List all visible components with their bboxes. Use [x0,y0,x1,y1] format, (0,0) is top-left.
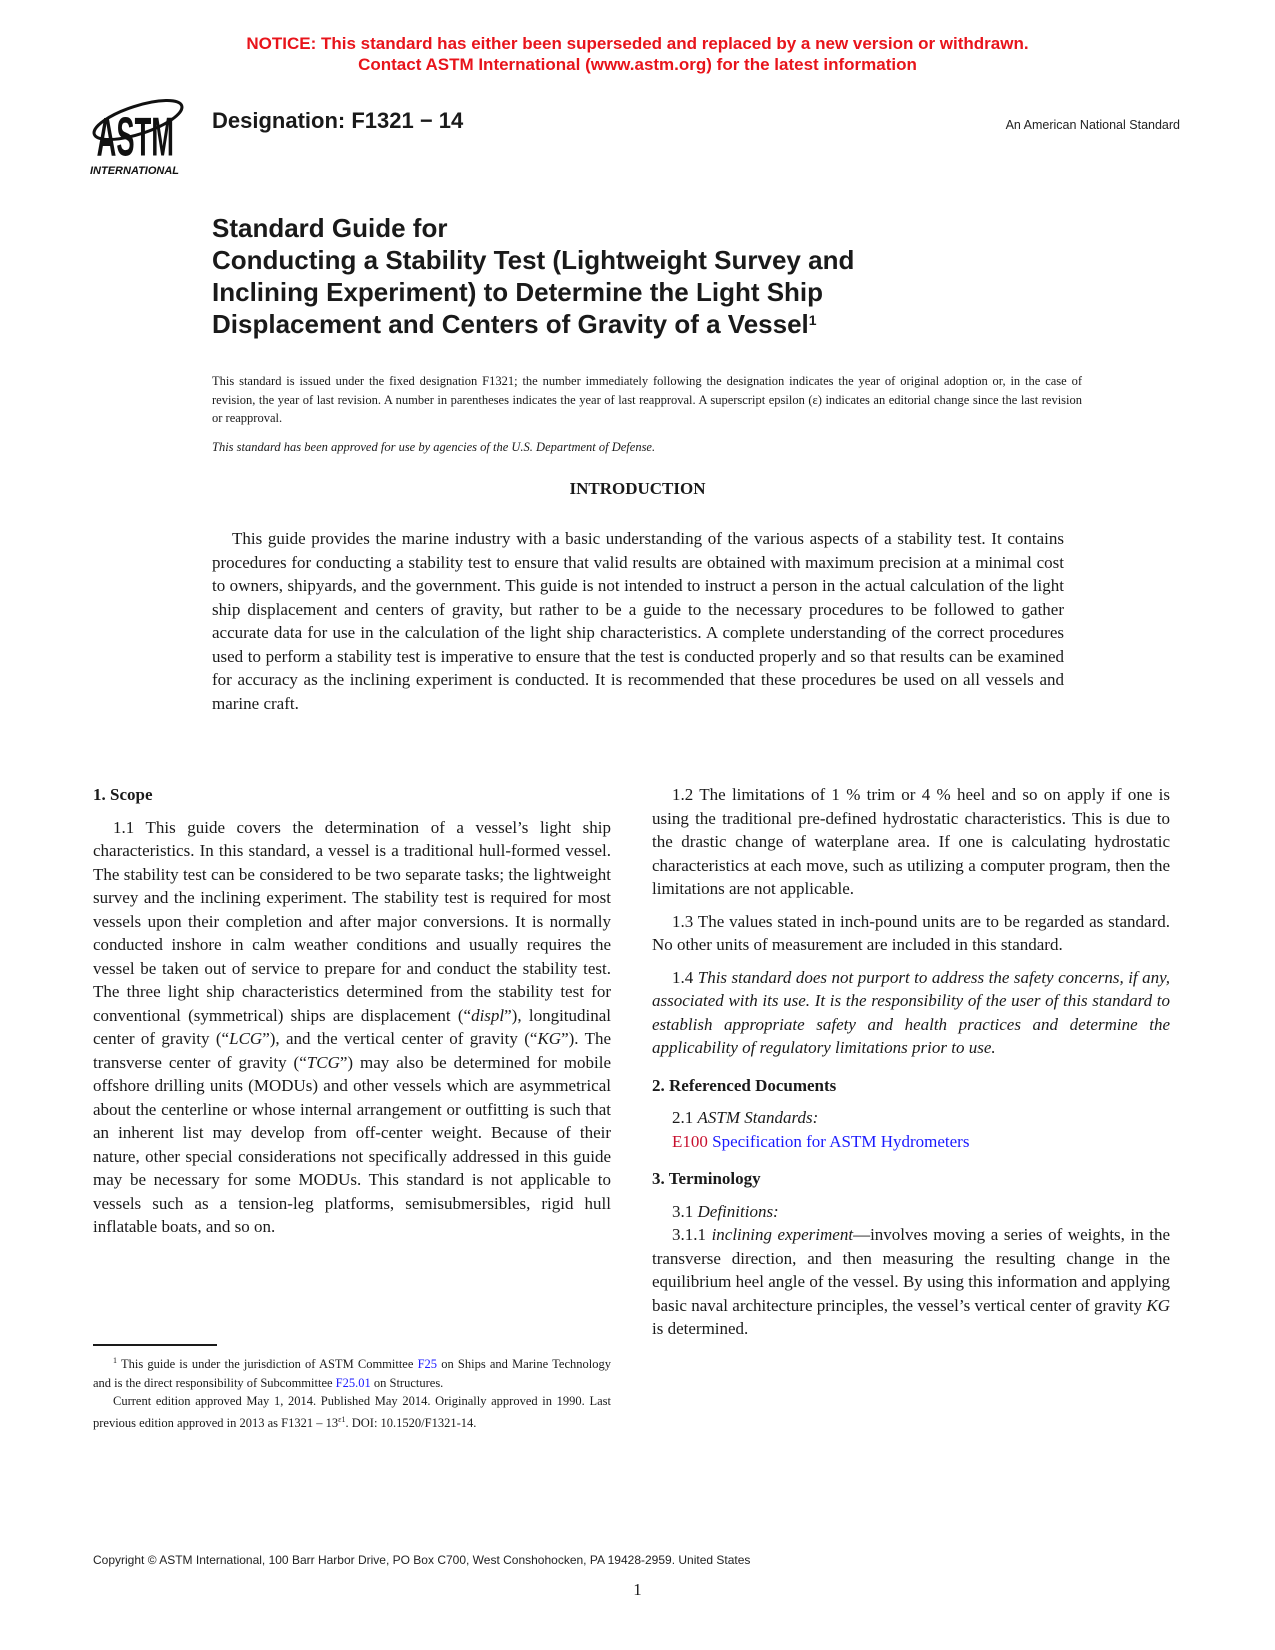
astm-logo [88,78,200,178]
paragraph-1-3: 1.3 The values stated in inch-pound units are to be regarded as standard. No other units of measurement are included in this standard. [652,911,1170,954]
reference-code-link[interactable]: E100 [672,1131,708,1151]
footnote-divider [93,1344,217,1346]
introduction-text: This guide provides the marine industry with a basic understanding of the various aspects of a stability test. It contains procedures for conducting a stability test to ensure that valid results are obtained with maximum precision at a minimal cost to owners, shipyards, and the government. This guide is not intended to instruct a person in the actual calculation of the light ship displacement and centers of gravity, but rather to be a guide to the necessary procedures to be followed to gather accurate data for use in the calculation of the light ship characteristics. A complete understanding of the correct procedures used to perform a stability test is imperative to ensure that the test is conducted properly and so that results can be examined for accuracy as the inclining experiment is conducted. It is recommended that these procedures be used on all vessels and marine craft. [212,529,1064,713]
copyright-notice: Copyright © ASTM International, 100 Barr Harbor Drive, PO Box C700, West Conshohocken, PA 19428-2959. United States [93,1553,751,1567]
section-2-heading: 2. Referenced Documents [652,1075,837,1095]
left-column [93,783,611,1239]
reference-e100[interactable] [652,1130,1170,1154]
subcommittee-f25-01-link[interactable]: F25.01 [335,1375,371,1390]
notice-line-2: Contact ASTM International (www.astm.org) for the latest information [358,55,917,74]
issuance-statement: This standard is issued under the fixed designation F1321; the number immediately following the designation indicates the year of original adoption or, in the case of revision, the year of last revision. A number in parentheses indicates the year of last reapproval. A superscript epsilon (ε) indicates an editorial change since the last revision or reapproval. [212,374,1082,425]
paragraph-1-2: 1.2 The limitations of 1 % trim or 4 % heel and so on apply if one is using the traditional pre-defined hydrostatic characteristics. This is due to the drastic change of waterplane area. If one is calculating hydrostatic characteristics at each move, such as utilizing a computer program, then the limitations are not applicable. [652,785,1170,898]
footnotes [93,1352,611,1432]
title-line-1: Standard Guide for [212,213,448,243]
page-number: 1 [633,1580,642,1599]
svg-text:INTERNATIONAL: INTERNATIONAL [90,165,180,177]
footnote-1: $^1$ This guide is under the jurisdiction of ASTM Committee F25 on Ships and Marine Technology and is the direct responsibility of Subcommittee F25.01 on Structures. [93,1356,611,1390]
supersede-notice [0,33,1275,75]
paragraph-1-1: 1.1 This guide covers the determination of a vessel’s light ship characteristics. In this standard, a vessel is a traditional hull-formed vessel. The stability test can be considered to be two separate tasks; the lightweight survey and the inclining experiment. The stability test is required for most vessels upon their completion and after major conversions. It is normally conducted inshore in calm weather conditions and usually requires the vessel be taken out of service to prepare for and conduct the stability test. The three light ship characteristics determined from the stability test for conventional (symmetrical) ships are displacement (“displ”), longitudinal center of gravity (“LCG”), and the vertical center of gravity (“KG”). The transverse center of gravity (“TCG”) may also be determined for mobile offshore drilling units (MODUs) and other vessels which are asymmetrical about the centerline or whose internal arrangement or outfitting is such that an inherent list may develop from off-center weight. Because of their nature, other special considerations not specifically addressed in this guide may be necessary for some MODUs. This standard is not applicable to vessels such as a tension-leg platforms, semisubmersibles, rigid hull inflatable boats, and so on. [93,817,612,1236]
paragraph-1-4: 1.4 This standard does not purport to address the safety concerns, if any, associated with its use. It is the responsibility of the user of this standard to establish appropriate safety and health practices and determine the applicability of regulatory limitations prior to use. [652,967,1170,1057]
paragraph-3-1: 3.1 Definitions: [672,1201,779,1221]
svg-text:ASTM: ASTM [96,107,174,169]
dod-approval: This standard has been approved for use by agencies of the U.S. Department of Defense. [212,440,656,454]
american-national-standard: An American National Standard [1005,118,1180,132]
title-line-4: Displacement and Centers of Gravity of a Vessel [212,309,809,339]
title-footnote-ref[interactable]: 1 [808,312,817,328]
introduction-heading: INTRODUCTION [569,479,706,498]
astm-logo-icon [88,78,200,178]
title-line-2: Conducting a Stability Test (Lightweight Survey and [212,245,855,275]
footnote-edition: Current edition approved May 1, 2014. Published May 2014. Originally approved in 1990. Last previous edition approved in 2013 as $F1321 - 13^{\varepsilon 1}$. DOI: 10.1520/F1321-14. [93,1394,611,1430]
notice-line-1: NOTICE: This standard has either been superseded and replaced by a new version or withdrawn. [246,34,1029,53]
document-title [212,212,854,340]
paragraph-2-1: 2.1 ASTM Standards: [672,1108,819,1127]
section-1-heading: 1. Scope [93,785,153,804]
paragraph-3-1-1: 3.1.1 inclining experiment—involves moving a series of weights, in the transverse direction, and then measuring the resulting change in the equilibrium heel angle of the vessel. By using this information and applying basic naval architecture principles, the vessel’s vertical center of gravity KG is determined. [652,1225,1171,1338]
title-line-3: Inclining Experiment) to Determine the Light Ship [212,277,824,307]
right-column [652,783,1170,1341]
designation: Designation: F1321 − 14 [212,108,464,133]
committee-f25-link[interactable]: F25 [417,1357,438,1372]
reference-title-link[interactable]: Specification for ASTM Hydrometers [712,1131,970,1151]
section-3-heading: 3. Terminology [652,1169,761,1188]
